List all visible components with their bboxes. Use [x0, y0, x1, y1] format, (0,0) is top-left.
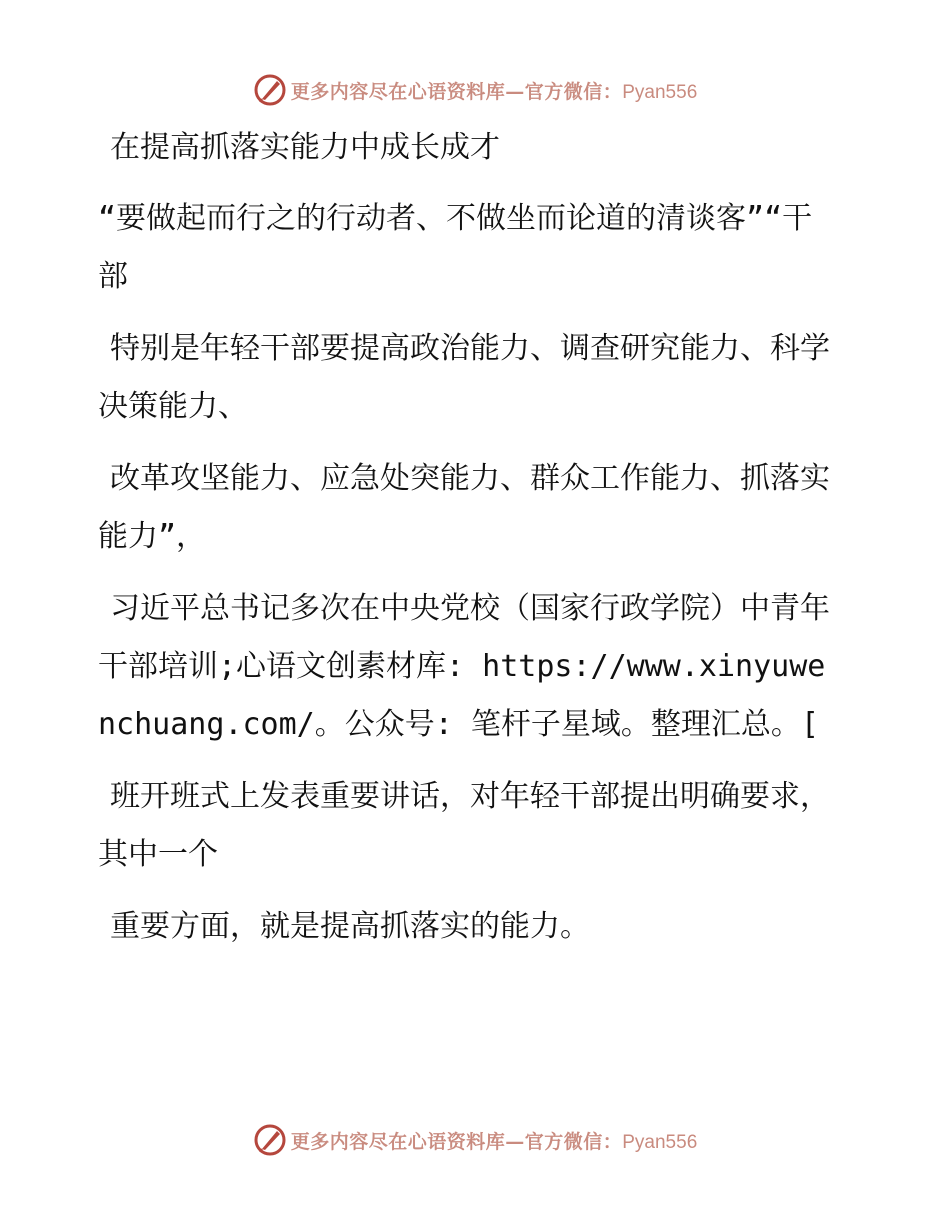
paragraph: 特别是年轻干部要提高政治能力、调查研究能力、科学决策能力、 — [98, 331, 830, 424]
document-title: 在提高抓落实能力中成长成才 — [110, 130, 500, 165]
paragraph: 班开班式上发表重要讲话，对年轻干部提出明确要求，其中一个 — [98, 779, 830, 872]
footer-watermark — [0, 1120, 950, 1160]
paragraph: “要做起而行之的行动者、不做坐而论道的清谈客”“干部 — [98, 201, 813, 294]
header-watermark — [0, 70, 950, 110]
paragraph: 习近平总书记多次在中央党校（国家行政学院）中青年干部培训;心语文创素材库: https://www.xinyuwenchuang.com/。公众号: 笔杆子星域。整理汇总。[ — [98, 591, 830, 742]
watermark-text: 更多内容尽在心语资料库—官方微信：Pyan556 — [290, 1130, 698, 1153]
watermark-text: 更多内容尽在心语资料库—官方微信：Pyan556 — [290, 80, 698, 103]
document-body — [98, 120, 838, 956]
paragraph: 重要方面，就是提高抓落实的能力。 — [110, 909, 590, 944]
paragraph: 改革攻坚能力、应急处突能力、群众工作能力、抓落实能力”， — [98, 461, 830, 554]
feather-pen-circle-icon — [253, 73, 287, 107]
feather-pen-circle-icon — [253, 1123, 287, 1157]
